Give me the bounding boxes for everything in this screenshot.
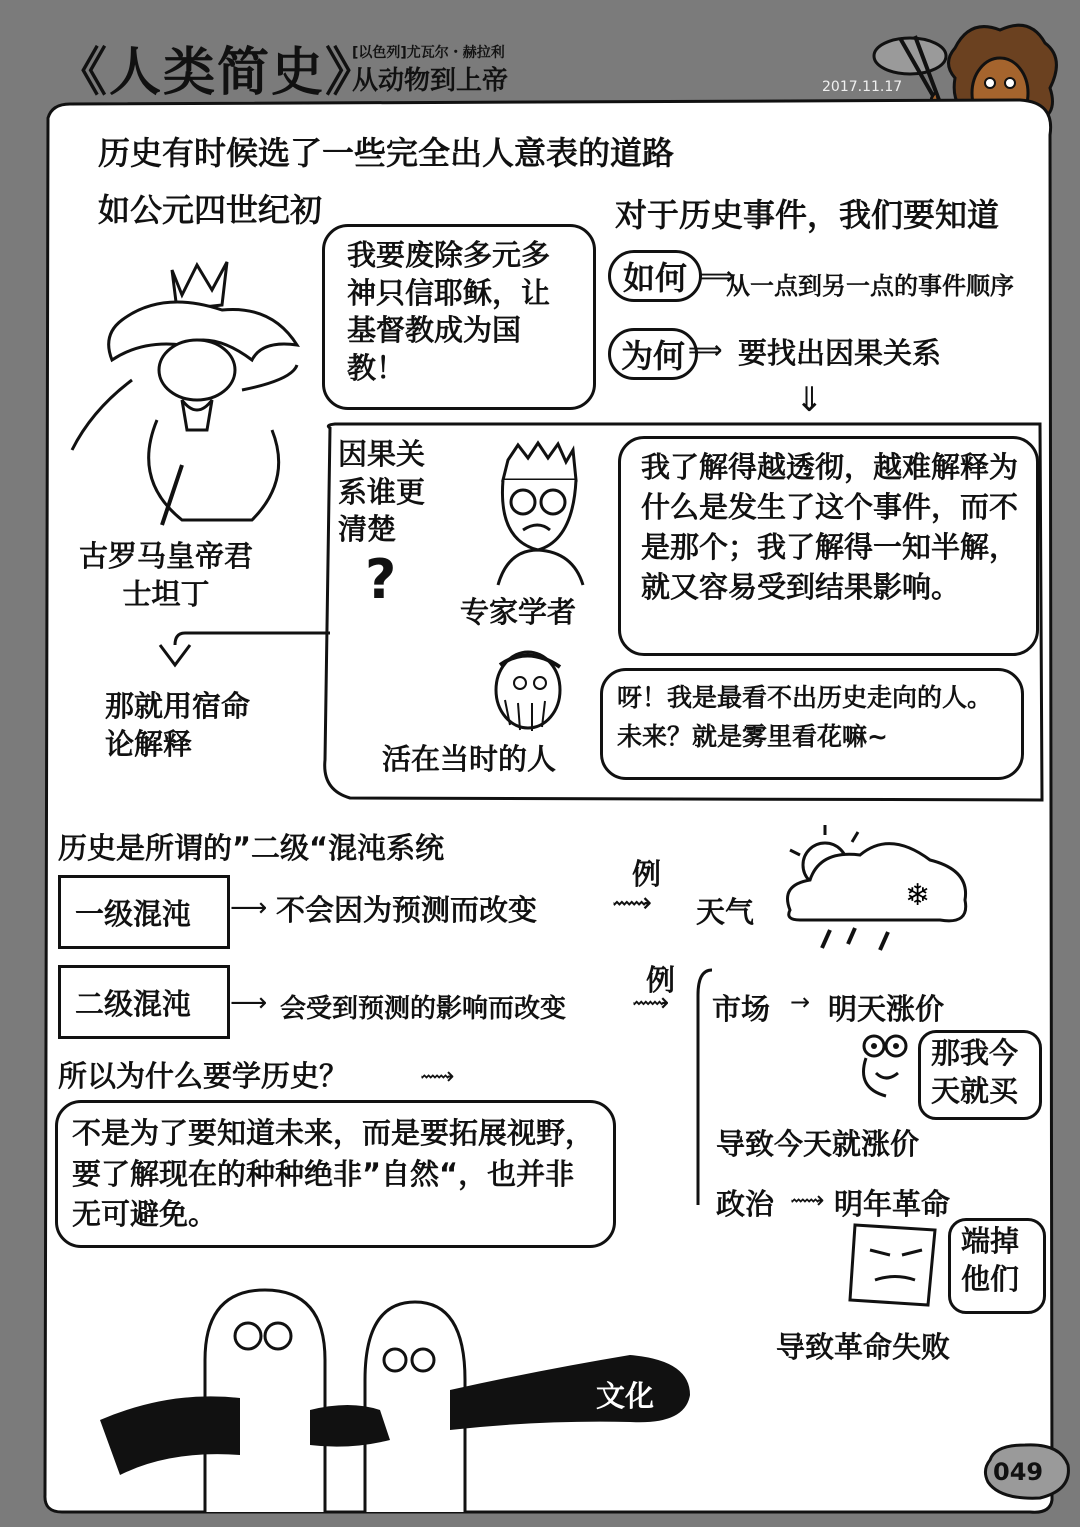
culture-label: 文化 [596, 1379, 655, 1413]
buyer-face-illustration [856, 1028, 916, 1098]
note-date: 2017.11.17 [822, 79, 903, 95]
politics-text: 明年革命 [834, 1187, 951, 1221]
buyer-quote: 那我今天就买 [931, 1036, 1019, 1108]
level1-arrow-icon: ⟶ [230, 893, 268, 923]
buyer-speech-bubble [918, 1030, 1042, 1120]
ruler-speech-bubble [948, 1218, 1046, 1314]
book-author: [以色列]尤瓦尔・赫拉利 [352, 45, 505, 61]
level1-box [58, 875, 230, 949]
why-study-question: 所以为什么要学历史？ [58, 1059, 349, 1093]
answer-box [55, 1100, 616, 1248]
contemporary-quote: 呀！我是最看不出历史走向的人。未来？就是雾里看花嘛~ [617, 683, 993, 751]
level2-box [58, 965, 230, 1039]
why-arrow-icon: ⟹ [688, 336, 723, 364]
why-study-answer: 不是为了要知道未来，而是要拓展视野，要了解现在的种种绝非”自然“，也并非无可避免。 [72, 1116, 595, 1232]
fate-label: 那就用宿命论解释 [105, 689, 251, 761]
market-arrow-icon: → [790, 988, 811, 1016]
level2-text: 会受到预测的影响而改变 [280, 994, 567, 1024]
why-label: 为何 [608, 328, 698, 380]
level1-text: 不会因为预测而改变 [276, 893, 538, 927]
down-arrow-icon-2: ⇓ [795, 380, 824, 420]
politics-label: 政治 [716, 1187, 775, 1221]
example1-label: 例 [632, 857, 662, 891]
example2-arrow-icon: ⟿ [632, 988, 670, 1018]
how-label: 如何 [608, 250, 702, 302]
section2-heading: 对于历史事件，我们要知道 [615, 196, 1000, 234]
example2-label: 例 [646, 963, 676, 997]
level2-arrow-icon: ⟶ [230, 988, 268, 1018]
section3-heading: 历史是所谓的”二级“混沌系统 [58, 831, 445, 865]
question-arrow-icon: ⟿ [420, 1062, 455, 1090]
expert-quote: 我了解得越透彻，越难解释为什么是发生了这个事件，而不是那个；我了解得一知半解，就又容易受到结果影响。 [641, 450, 1019, 605]
expert-label: 专家学者 [460, 595, 577, 629]
ruler-face-illustration [840, 1215, 950, 1315]
question-mark: ? [365, 548, 397, 611]
politics-arrow-icon: ⟿ [790, 1186, 825, 1214]
contemporary-person-illustration [480, 645, 580, 740]
how-arrow-icon: ⟹ [700, 262, 735, 290]
ruler-quote: 端掉他们 [961, 1224, 1020, 1296]
example1-arrow-icon: ⟿ [612, 886, 653, 919]
svg-text:❄: ❄ [905, 878, 931, 913]
causality-question: 因果关系谁更清楚 [338, 437, 426, 547]
contemporary-label: 活在当时的人 [382, 742, 557, 776]
politics-result: 导致革命失败 [776, 1330, 951, 1364]
example1-text: 天气 [696, 895, 755, 929]
book-title: 《人类简史》 [55, 43, 380, 103]
emperor-label: 古罗马皇帝君士坦丁 [78, 539, 253, 611]
why-text: 要找出因果关系 [738, 336, 942, 370]
page-number: 049 [993, 1458, 1044, 1486]
weather-cloud-icon [770, 820, 980, 960]
emperor-quote: 我要废除多元多神只信耶稣，让基督教成为国教！ [347, 238, 551, 386]
book-subtitle: 从动物到上帝 [352, 66, 509, 96]
level2-label: 二级混沌 [75, 987, 192, 1021]
expert-scholar-illustration [478, 440, 608, 590]
example-intro: 如公元四世纪初 [98, 191, 323, 229]
how-text: 从一点到另一点的事件顺序 [726, 272, 1014, 300]
level1-label: 一级混沌 [75, 897, 192, 931]
market-label: 市场 [712, 992, 771, 1026]
market-text: 明天涨价 [828, 992, 945, 1026]
market-result: 导致今天就涨价 [716, 1127, 920, 1161]
section1-heading: 历史有时候选了一些完全出人意表的道路 [98, 134, 675, 172]
expert-speech-bubble [618, 436, 1039, 656]
contemporary-speech-bubble [600, 668, 1024, 780]
